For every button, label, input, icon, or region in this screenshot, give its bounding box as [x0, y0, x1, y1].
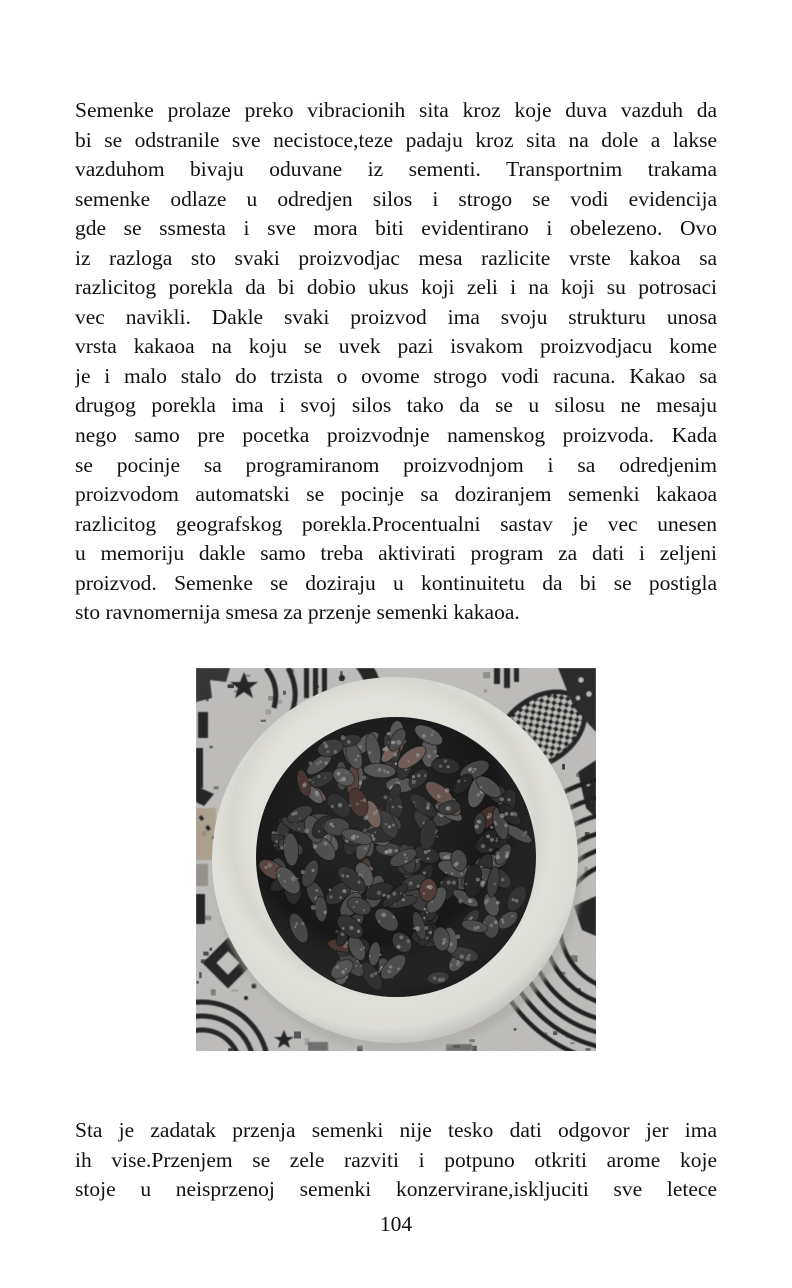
photo-grain — [196, 668, 596, 1051]
page-number: 104 — [379, 1212, 413, 1236]
text-line: se pocinje sa programiranom proizvodnjom i sa odredjenim — [75, 452, 717, 477]
paragraph-2 — [75, 1116, 717, 1205]
text-line: vazduhom bivaju oduvane iz sementi. Transportnim trakama — [75, 157, 717, 182]
text-line: je i malo stalo do trzista o ovome strogo vodi racuna. Kakao sa — [75, 363, 717, 388]
text-line: bi se odstranile sve necistoce,teze padaju kroz sita na dole a lakse — [75, 127, 717, 152]
text-line: razlicitog geografskog porekla.Procentualni sastav je vec unesen — [75, 511, 717, 536]
text-line: proizvodom automatski se pocinje sa doziranjem semenki kakaoa — [75, 482, 717, 507]
text-line: ih vise.Przenjem se zele razviti i potpuno otkriti arome koje — [75, 1147, 717, 1172]
text-line: stoje u neisprzenoj semenki konzervirane,iskljuciti sve letece — [75, 1177, 717, 1202]
text-line: razlicitog porekla da bi dobio ukus koji zeli i na koji su potrosaci — [75, 275, 717, 300]
text-line: drugog porekla ima i svoj silos tako da se u silosu ne mesaju — [75, 393, 717, 418]
text-line: gde se ssmesta i sve mora biti evidentirano i obelezeno. Ovo — [75, 216, 717, 241]
text-line: vrsta kakaoa na koju se uvek pazi isvakom proizvodjacu kome — [75, 334, 717, 359]
text-line: vec navikli. Dakle svaki proizvod ima svoju strukturu unosa — [75, 304, 717, 329]
figure-cocoa-beans-photo — [196, 668, 596, 1051]
cocoa-beans-photo — [196, 668, 596, 1051]
paragraph-1 — [75, 96, 717, 628]
text-line: nego samo pre pocetka proizvodnje namenskog proizvoda. Kada — [75, 423, 717, 448]
text-line: sto ravnomernija smesa za przenje semenki kakaoa. — [75, 600, 520, 625]
text-line: Sta je zadatak przenja semenki nije tesko dati odgovor jer ima — [75, 1118, 717, 1142]
text-line: proizvod. Semenke se doziraju u kontinuitetu da bi se postigla — [75, 570, 717, 595]
text-line: iz razloga sto svaki proizvodjac mesa razlicite vrste kakoa sa — [75, 245, 717, 270]
text-line: u memoriju dakle samo treba aktivirati program za dati i zeljeni — [75, 541, 717, 566]
text-line: semenke odlaze u odredjen silos i strogo se vodi evidencija — [75, 186, 717, 211]
text-line: Semenke prolaze preko vibracionih sita kroz koje duva vazduh da — [75, 98, 717, 122]
